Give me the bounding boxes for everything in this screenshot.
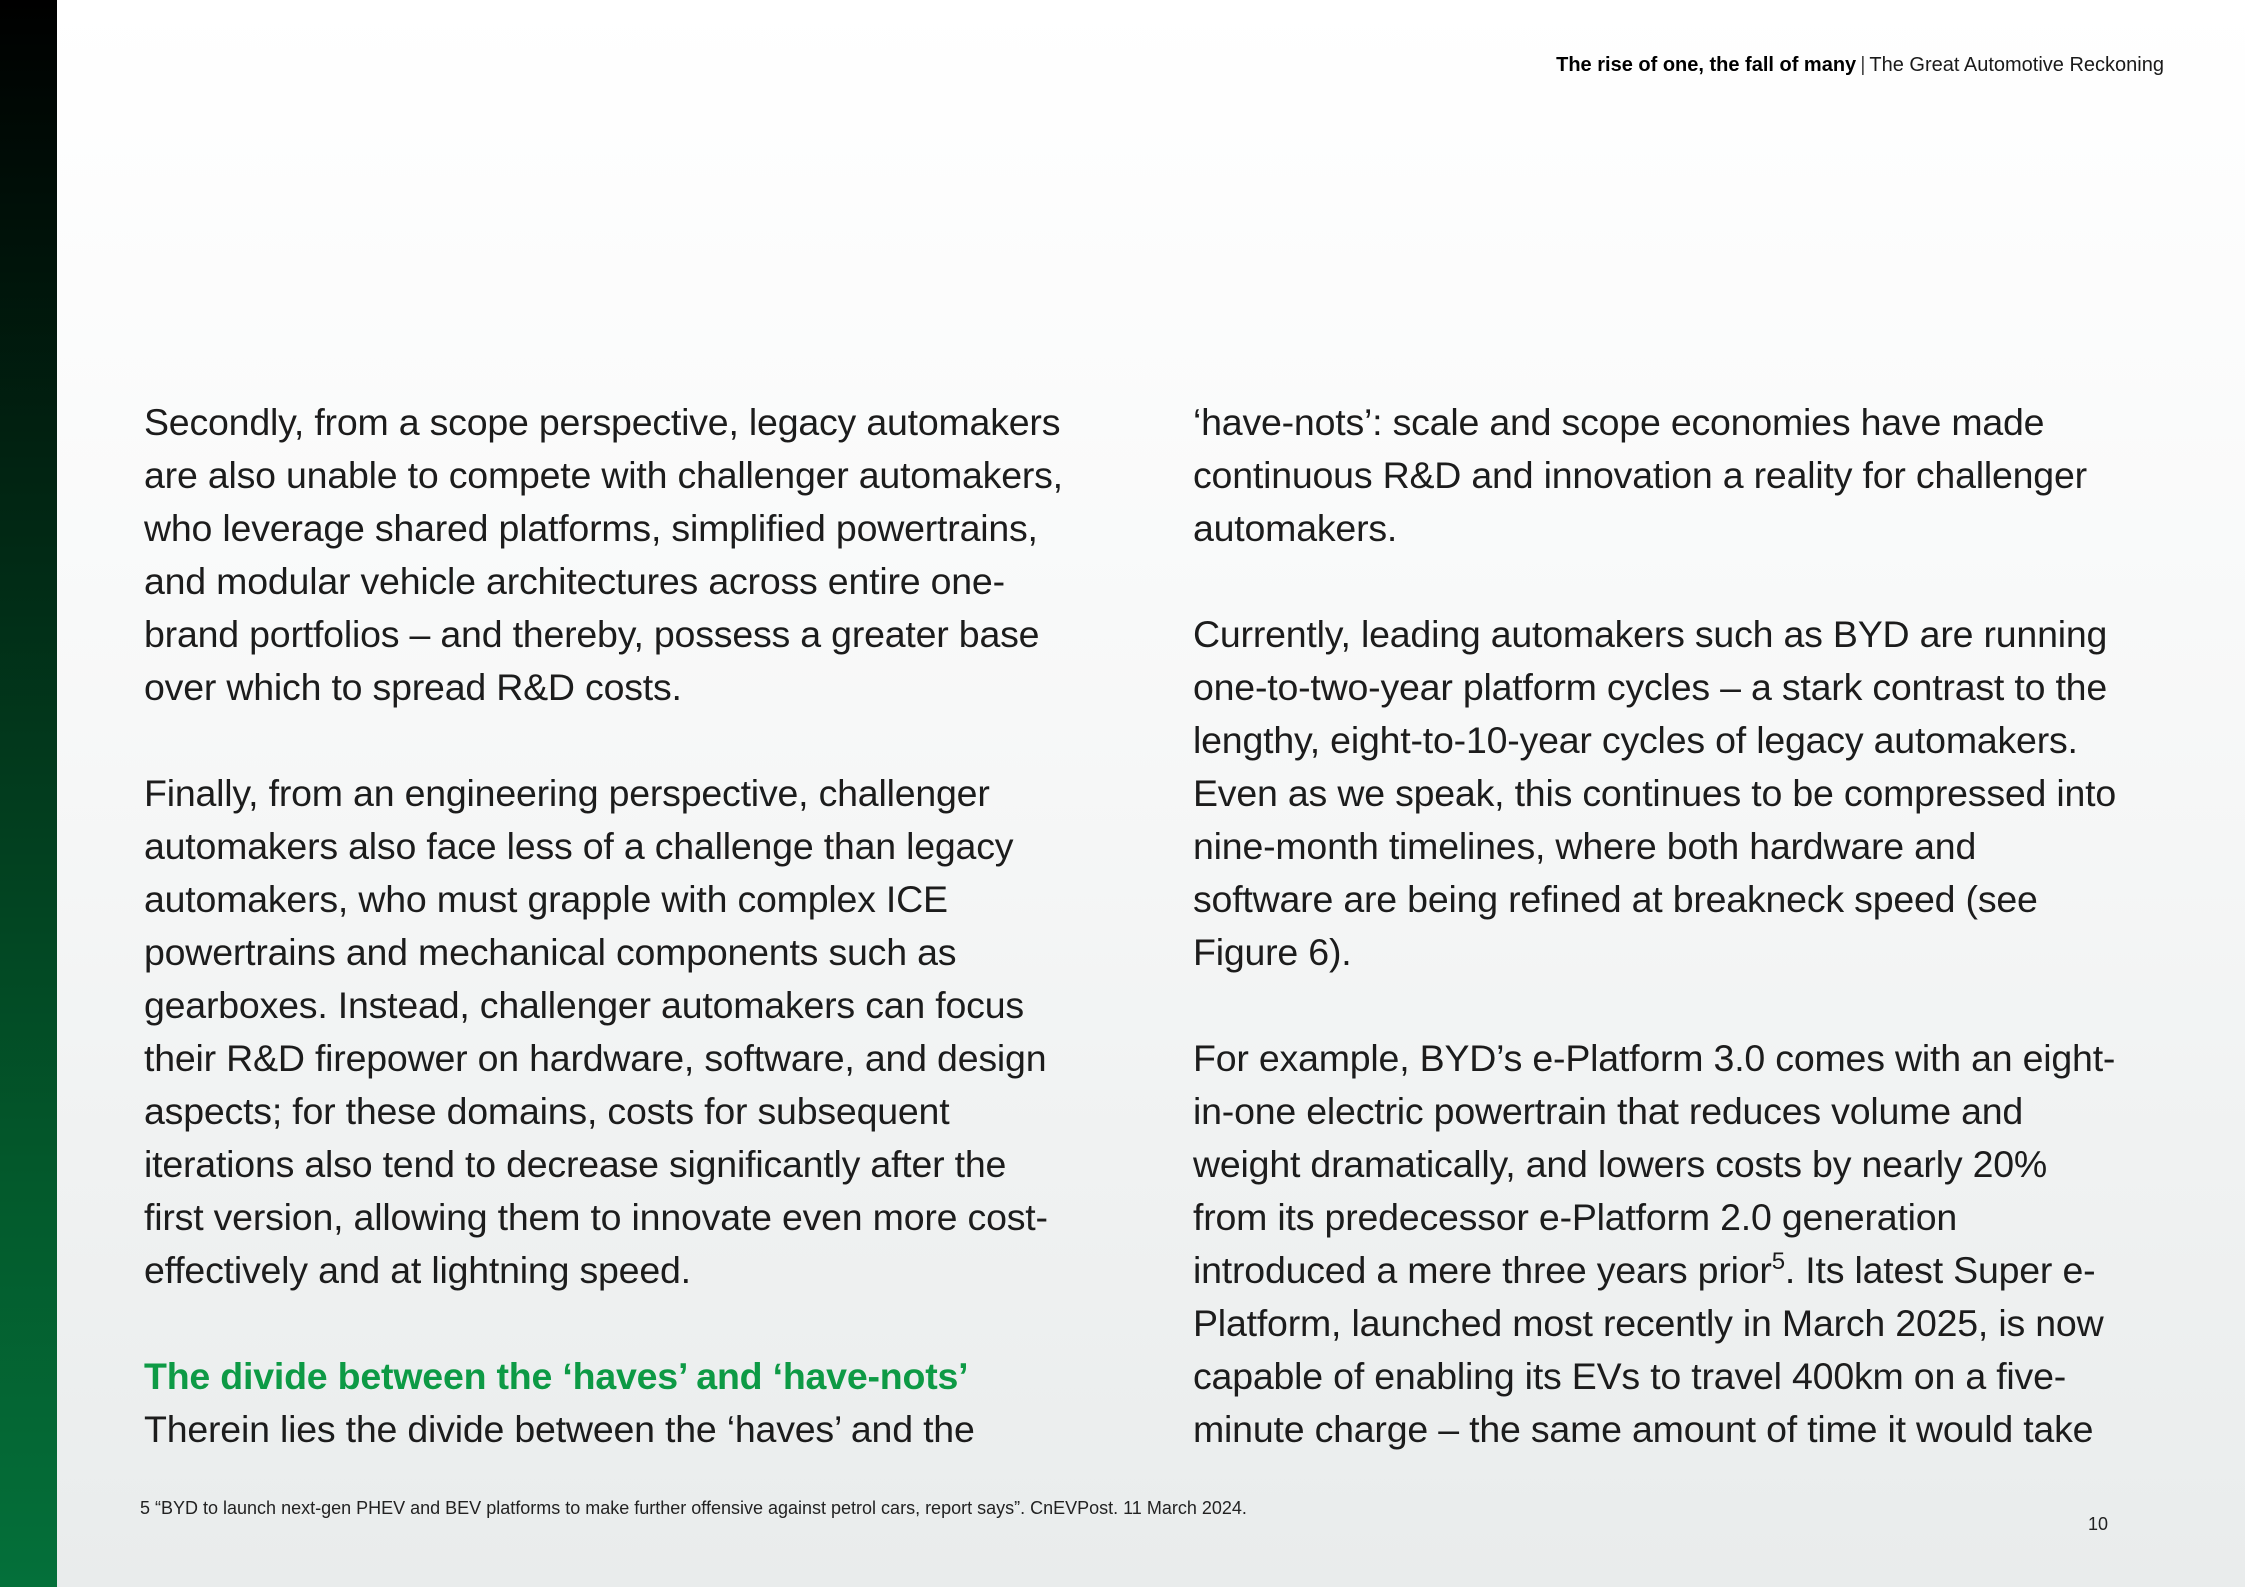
text-line: Platform, launched most recently in March 2025, is now xyxy=(1193,1302,2104,1344)
text-line: Therein lies the divide between the ‘haves’ and the xyxy=(144,1408,975,1450)
paragraph-engineering xyxy=(144,767,1084,1297)
paragraph-have-nots xyxy=(1193,396,2153,555)
text-line: lengthy, eight-to-10-year cycles of legacy automakers. xyxy=(1193,719,2078,761)
text-line: in-one electric powertrain that reduces volume and xyxy=(1193,1090,2024,1132)
text-line: Secondly, from a scope perspective, legacy automakers xyxy=(144,401,1061,443)
text-line: brand portfolios – and thereby, possess a greater base xyxy=(144,613,1040,655)
paragraph-scope xyxy=(144,396,1084,714)
footnote-reference[interactable]: 5 xyxy=(1771,1248,1785,1275)
text-line: automakers also face less of a challenge than legacy xyxy=(144,825,1014,867)
text-line: one-to-two-year platform cycles – a stark contrast to the xyxy=(1193,666,2107,708)
text-line: iterations also tend to decrease significantly after the xyxy=(144,1143,1007,1185)
paragraph-divide xyxy=(144,1403,1084,1456)
text-line: automakers. xyxy=(1193,507,1398,549)
text-line: Finally, from an engineering perspective, challenger xyxy=(144,772,990,814)
paragraph-byd-example xyxy=(1193,1032,2153,1456)
text-line: nine-month timelines, where both hardware and xyxy=(1193,825,1977,867)
text-line: For example, BYD’s e-Platform 3.0 comes with an eight- xyxy=(1193,1037,2116,1079)
report-title: The rise of one, the fall of many xyxy=(1556,54,1857,76)
text-line: Currently, leading automakers such as BYD are running xyxy=(1193,613,2108,655)
text-line: aspects; for these domains, costs for subsequent xyxy=(144,1090,950,1132)
running-header xyxy=(1556,52,2164,78)
text-line: powertrains and mechanical components such as xyxy=(144,931,957,973)
paragraph-platform-cycles xyxy=(1193,608,2153,979)
page-number: 10 xyxy=(2087,1514,2108,1534)
text-fragment: introduced a mere three years prior xyxy=(1193,1249,1772,1291)
section-heading: The divide between the ‘haves’ and ‘have-nots’ xyxy=(144,1355,969,1397)
text-line: Figure 6). xyxy=(1193,931,1352,973)
text-line: Even as we speak, this continues to be compressed into xyxy=(1193,772,2117,814)
text-line: who leverage shared platforms, simplified powertrains, xyxy=(144,507,1038,549)
text-line: from its predecessor e-Platform 2.0 generation xyxy=(1193,1196,1958,1238)
text-line: effectively and at lightning speed. xyxy=(144,1249,691,1291)
text-line: capable of enabling its EVs to travel 400km on a five- xyxy=(1193,1355,2067,1397)
text-line: are also unable to compete with challenger automakers, xyxy=(144,454,1063,496)
text-line: over which to spread R&D costs. xyxy=(144,666,682,708)
text-line: continuous R&D and innovation a reality for challenger xyxy=(1193,454,2087,496)
text-line: and modular vehicle architectures across entire one- xyxy=(144,560,1005,602)
header-separator: | xyxy=(1860,54,1866,76)
text-line: first version, allowing them to innovate even more cost- xyxy=(144,1196,1048,1238)
text-line: ‘have-nots’: scale and scope economies have made xyxy=(1193,401,2045,443)
text-line: software are being refined at breakneck speed (see xyxy=(1193,878,2038,920)
text-line: gearboxes. Instead, challenger automakers can focus xyxy=(144,984,1024,1026)
text-line-with-footnote-ref xyxy=(1193,1244,2153,1297)
text-line: their R&D firepower on hardware, software, and design xyxy=(144,1037,1047,1079)
text-line: weight dramatically, and lowers costs by nearly 20% xyxy=(1193,1143,2048,1185)
text-line: minute charge – the same amount of time it would take xyxy=(1193,1408,2094,1450)
footnote: 5 “BYD to launch next-gen PHEV and BEV platforms to make further offensive against petrol cars, report says”. CnEVPost. 11 March 2024. xyxy=(140,1498,1247,1518)
report-subtitle: The Great Automotive Reckoning xyxy=(1869,54,2164,76)
left-column xyxy=(144,396,1084,1456)
green-side-bar xyxy=(0,0,57,1587)
right-column xyxy=(1193,396,2153,1456)
text-line: automakers, who must grapple with complex ICE xyxy=(144,878,948,920)
text-fragment: . Its latest Super e- xyxy=(1784,1249,2096,1291)
